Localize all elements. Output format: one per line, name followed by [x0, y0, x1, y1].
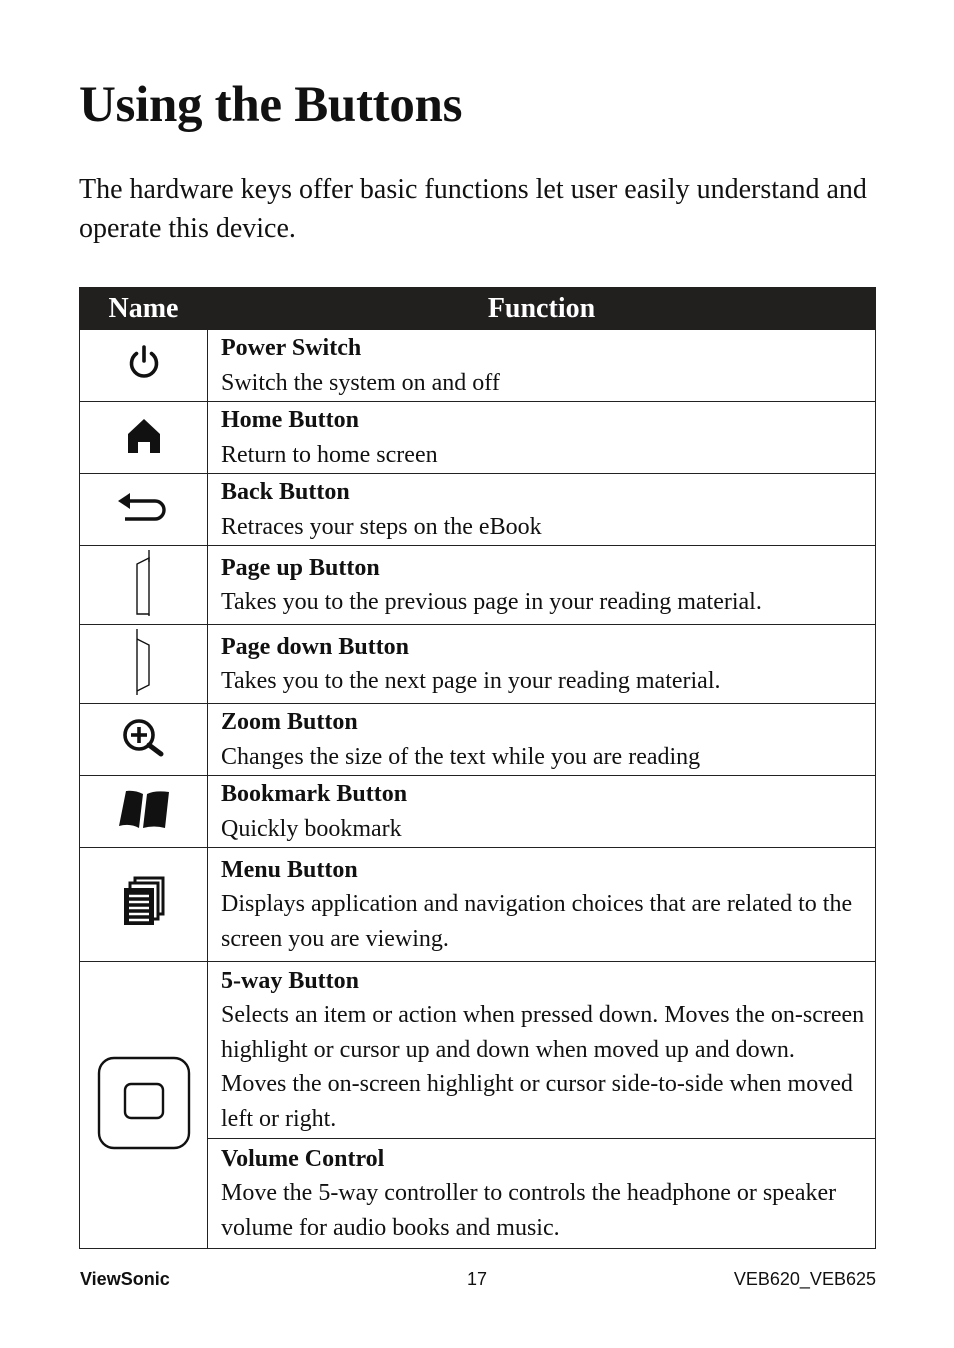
icon-cell — [80, 704, 208, 776]
function-description: Displays application and navigation choices that are related to the screen you are viewing. — [221, 891, 853, 952]
icon-cell — [80, 962, 208, 1249]
function-cell — [208, 546, 876, 625]
function-description: Move the 5-way controller to controls the headphone or speaker volume for audio books and music. — [221, 1180, 837, 1241]
power-icon — [126, 344, 162, 387]
function-cell — [208, 402, 876, 474]
function-name: Bookmark Button — [221, 781, 408, 807]
icon-cell — [80, 848, 208, 962]
table-row — [80, 704, 876, 776]
table-row — [80, 330, 876, 402]
function-name: Home Button — [221, 407, 359, 433]
five-way-button-icon — [97, 1056, 191, 1155]
function-name: Back Button — [221, 479, 350, 505]
function-name: Power Switch — [221, 335, 362, 361]
function-cell — [208, 848, 876, 962]
buttons-table — [79, 287, 876, 1249]
function-cell — [208, 330, 876, 402]
intro-paragraph: The hardware keys offer basic functions let user easily understand and operate this device. — [79, 174, 867, 244]
function-cell — [208, 704, 876, 776]
function-cell — [208, 474, 876, 546]
function-name: 5-way Button — [221, 967, 360, 994]
function-description: Changes the size of the text while you are reading — [221, 743, 701, 770]
home-icon — [126, 416, 162, 459]
table-row — [80, 625, 876, 704]
function-description: Takes you to the previous page in your reading material. — [221, 589, 762, 615]
header-function: Function — [208, 288, 876, 330]
icon-cell — [80, 776, 208, 848]
icon-cell — [80, 625, 208, 704]
footer-brand: ViewSonic — [80, 1269, 170, 1289]
zoom-in-icon — [121, 717, 167, 762]
function-name: Volume Control — [221, 1145, 385, 1172]
function-description: Switch the system on and off — [221, 369, 500, 396]
icon-cell — [80, 402, 208, 474]
menu-pages-icon — [121, 876, 167, 933]
table-row — [80, 546, 876, 625]
header-name: Name — [80, 288, 208, 330]
footer-page-number: 17 — [467, 1269, 488, 1289]
function-name: Page down Button — [221, 633, 410, 660]
back-arrow-icon — [117, 491, 171, 528]
table-row — [80, 776, 876, 848]
page-down-key-icon — [132, 627, 156, 702]
function-name: Menu Button — [221, 856, 358, 883]
function-description: Retraces your steps on the eBook — [221, 513, 542, 540]
function-cell — [208, 776, 876, 848]
function-cell — [208, 962, 876, 1139]
function-description: Selects an item or action when pressed down. Moves the on-screen highlight or cursor up and down when moved up and down. Moves the on-screen highlight or cursor side-to-side when moved left or right. — [221, 1002, 865, 1132]
icon-cell — [80, 546, 208, 625]
function-name: Page up Button — [221, 554, 380, 581]
open-book-icon — [117, 788, 171, 835]
function-name: Zoom Button — [221, 709, 358, 735]
function-cell — [208, 625, 876, 704]
icon-cell — [80, 330, 208, 402]
footer-model: VEB620_VEB625 — [733, 1269, 876, 1289]
function-cell — [208, 1139, 876, 1249]
table-row — [80, 474, 876, 546]
function-description: Return to home screen — [221, 441, 438, 468]
table-row — [80, 402, 876, 474]
table-row — [80, 848, 876, 962]
table-row — [80, 962, 876, 1139]
icon-cell — [80, 474, 208, 546]
page-up-key-icon — [132, 548, 156, 623]
function-description: Takes you to the next page in your reading material. — [221, 668, 721, 694]
function-description: Quickly bookmark — [221, 815, 402, 842]
table-header-row — [80, 288, 876, 330]
page-title: Using the Buttons — [79, 77, 463, 133]
